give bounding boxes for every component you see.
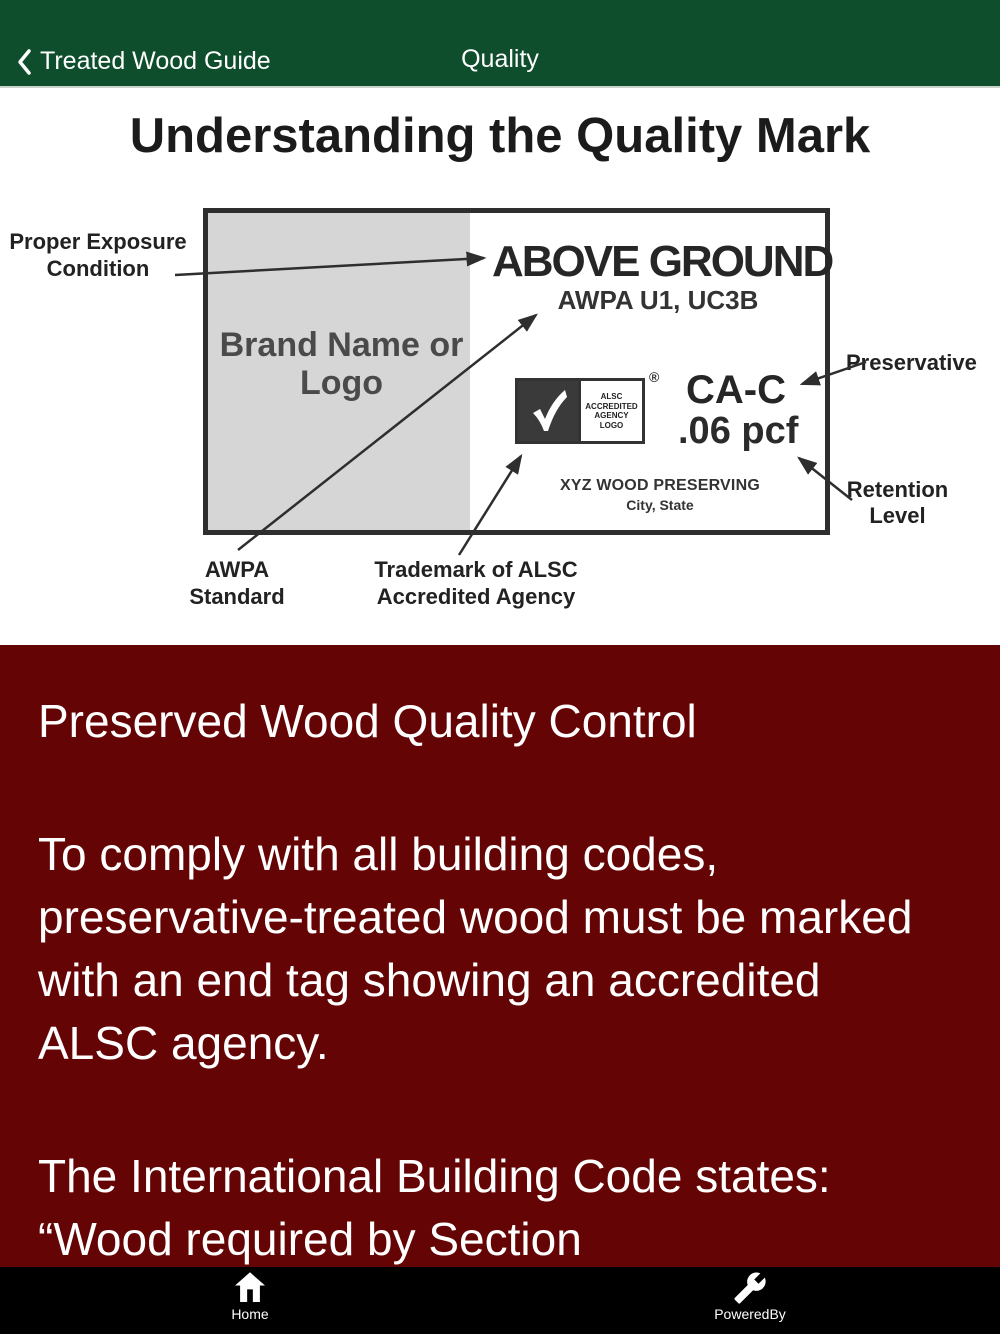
navigation-bar bbox=[0, 0, 1000, 88]
tag-retention-level: .06 pcf bbox=[678, 410, 799, 452]
alsc-logo-line: LOGO bbox=[599, 420, 624, 430]
home-icon bbox=[232, 1267, 268, 1305]
alsc-logo-line: ACCREDITED bbox=[585, 401, 638, 411]
callout-awpa-standard: AWPA Standard bbox=[189, 557, 285, 609]
callout-proper-exposure-condition: Proper Exposure Condition bbox=[9, 229, 187, 281]
bottom-tab-bar bbox=[0, 1267, 1000, 1334]
tag-awpa-standard: AWPA U1, UC3B bbox=[557, 285, 759, 315]
callout-preservative: Preservative bbox=[846, 350, 977, 375]
alsc-logo-line: AGENCY bbox=[594, 411, 629, 420]
callout-alsc-trademark: Trademark of ALSC Accredited Agency bbox=[374, 557, 578, 609]
wrench-icon bbox=[733, 1267, 767, 1305]
article-paragraph: To comply with all building codes, preservative-treated wood must be marked with an end tag showing an accredited ALSC agency. bbox=[38, 828, 913, 1069]
article-paragraph: The International Building Code states: “Wood required by Section bbox=[38, 1150, 831, 1265]
callout-retention-level: Retention Level bbox=[846, 477, 949, 528]
article-section bbox=[0, 645, 1000, 1334]
registered-mark: ® bbox=[649, 369, 660, 385]
tag-treater-location: City, State bbox=[626, 497, 694, 513]
nav-title: Quality bbox=[461, 45, 539, 73]
article-heading: Preserved Wood Quality Control bbox=[38, 695, 697, 747]
tag-treater-name: XYZ WOOD PRESERVING bbox=[560, 477, 760, 494]
tab-poweredby[interactable] bbox=[670, 1267, 830, 1334]
page-title: Understanding the Quality Mark bbox=[129, 109, 871, 163]
alsc-logo-line: ALSC bbox=[600, 392, 623, 401]
tab-home-label: Home bbox=[231, 1306, 269, 1322]
tab-home[interactable] bbox=[170, 1267, 330, 1334]
tag-exposure-condition: ABOVE GROUND bbox=[492, 237, 833, 286]
tag-brand-name: Brand Name or Logo bbox=[219, 326, 464, 402]
alsc-agency-logo bbox=[515, 378, 645, 444]
checkmark-icon bbox=[518, 381, 578, 441]
tab-poweredby-label: PoweredBy bbox=[714, 1306, 786, 1322]
alsc-logo-text bbox=[578, 381, 642, 441]
tag-preservative-code: CA-C bbox=[686, 368, 786, 412]
back-button-label: Treated Wood Guide bbox=[40, 47, 271, 75]
